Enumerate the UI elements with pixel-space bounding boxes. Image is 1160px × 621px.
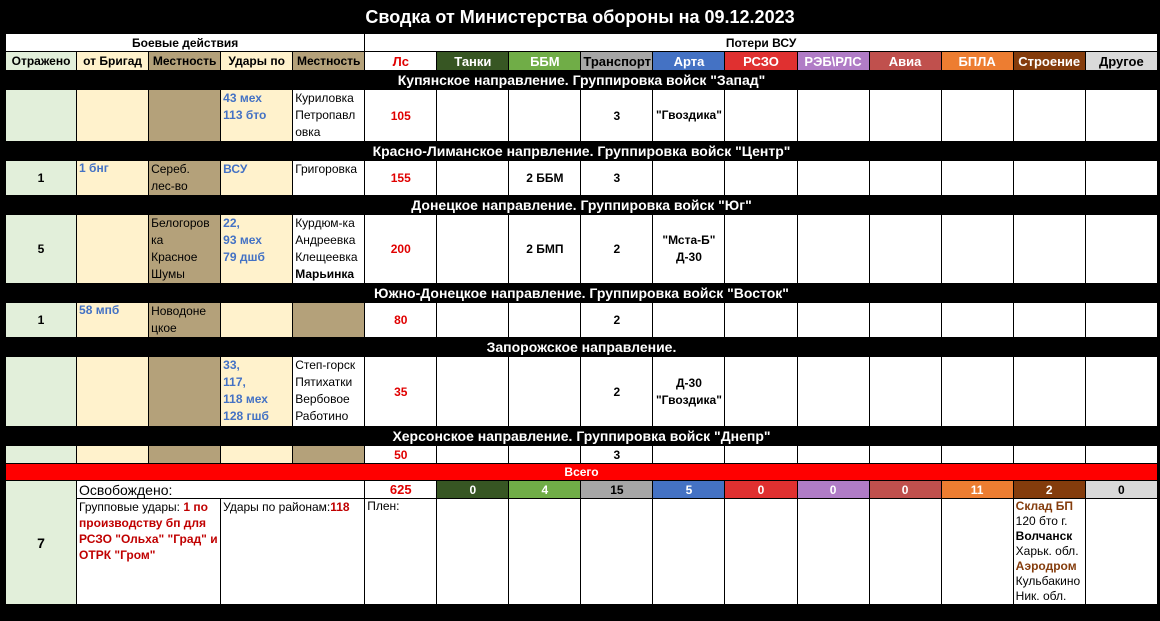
total-label: Всего <box>6 464 1158 481</box>
column-header: Отражено <box>6 52 77 71</box>
brigades-cell <box>77 357 149 427</box>
tanks-cell <box>437 303 509 338</box>
total-value: 11 <box>941 481 1013 499</box>
transport-cell: 3 <box>581 90 653 142</box>
category-header: Арта <box>653 52 725 71</box>
cell-line: Петропавл <box>295 108 356 122</box>
arta-cell <box>653 161 725 196</box>
transport-cell: 2 <box>581 215 653 284</box>
bbm-cell <box>509 90 581 142</box>
empty-cell <box>1013 215 1085 284</box>
building-line: Харьк. обл. <box>1015 544 1079 558</box>
total-value: 625 <box>365 481 437 499</box>
strikes-cell <box>221 357 293 427</box>
ls-cell: 50 <box>365 446 437 464</box>
empty-cell <box>941 215 1013 284</box>
arta-cell <box>653 215 725 284</box>
empty-cell <box>1085 499 1157 605</box>
group-strikes-count: 1 <box>183 500 191 514</box>
direction-row <box>6 446 1158 464</box>
cell-line: Клещеевка <box>295 250 358 264</box>
strike-terrain-cell <box>293 446 365 464</box>
total-value: 0 <box>869 481 941 499</box>
total-value: 0 <box>797 481 869 499</box>
captured-label: Плен: <box>365 499 437 605</box>
repelled-cell <box>6 446 77 464</box>
terrain-cell <box>149 161 221 196</box>
strikes-cell <box>221 215 293 284</box>
empty-cell <box>797 303 869 338</box>
total-value: 0 <box>725 481 797 499</box>
tanks-cell <box>437 215 509 284</box>
empty-cell <box>725 215 797 284</box>
terrain-cell <box>149 215 221 284</box>
ls-cell: 200 <box>365 215 437 284</box>
buildings-cell <box>1013 499 1085 605</box>
empty-cell <box>941 303 1013 338</box>
cell-line: "Гвоздика" <box>655 108 722 122</box>
bbm-cell <box>509 446 581 464</box>
bbm-cell: 2 ББМ <box>509 161 581 196</box>
total-value: 2 <box>1013 481 1085 499</box>
empty-cell <box>725 357 797 427</box>
direction-title: Херсонское направление. Группировка войск "Днепр" <box>6 427 1158 446</box>
empty-cell <box>1085 90 1157 142</box>
category-header: БПЛА <box>941 52 1013 71</box>
total-repelled: 7 <box>6 481 77 605</box>
cell-line: 79 дшб <box>223 250 265 264</box>
terrain-cell <box>149 357 221 427</box>
empty-cell <box>509 499 581 605</box>
empty-cell <box>797 357 869 427</box>
transport-cell: 3 <box>581 161 653 196</box>
arta-cell <box>653 446 725 464</box>
total-value: 15 <box>581 481 653 499</box>
strikes-cell <box>221 303 293 338</box>
building-line: Кульбакино <box>1015 574 1081 588</box>
empty-cell <box>1085 357 1157 427</box>
page-title: Сводка от Министерства обороны на 09.12.2023 <box>365 7 795 27</box>
building-line: 120 бто г. <box>1015 514 1068 528</box>
cell-line: Курдюм-ка <box>295 216 355 230</box>
cell-line: цкое <box>151 321 177 335</box>
column-header: Местность <box>293 52 365 71</box>
region-strikes-count: 118 <box>330 500 350 514</box>
brigades-cell: 1 бнг <box>77 161 149 196</box>
cell-line: ВСУ <box>223 162 248 176</box>
transport-cell: 3 <box>581 446 653 464</box>
cell-line: 113 бто <box>223 108 267 122</box>
empty-cell <box>797 215 869 284</box>
brigades-cell <box>77 446 149 464</box>
empty-cell <box>869 215 941 284</box>
cell-line: Григоровка <box>295 162 358 176</box>
direction-title: Запорожское направление. <box>6 338 1158 357</box>
terrain-cell <box>149 90 221 142</box>
strikes-cell <box>221 161 293 196</box>
group-strikes-text: по производству бп для РСЗО "Ольха" "Град" и ОТРК "Гром" <box>79 500 218 562</box>
strike-terrain-cell <box>293 90 365 142</box>
ls-cell: 155 <box>365 161 437 196</box>
direction-row <box>6 161 1158 196</box>
category-header: Лс <box>365 52 437 71</box>
strike-terrain-cell <box>293 161 365 196</box>
repelled-cell <box>6 90 77 142</box>
cell-line: 117, <box>223 375 246 389</box>
empty-cell <box>797 90 869 142</box>
cell-line: Андреевка <box>295 233 356 247</box>
empty-cell <box>869 161 941 196</box>
tanks-cell <box>437 161 509 196</box>
empty-cell <box>653 499 725 605</box>
terrain-cell <box>149 446 221 464</box>
total-value: 5 <box>653 481 725 499</box>
direction-row <box>6 303 1158 338</box>
repelled-cell <box>6 357 77 427</box>
group-strikes-label: Групповые удары: <box>79 500 184 514</box>
empty-cell <box>1085 446 1157 464</box>
arta-cell <box>653 90 725 142</box>
strikes-cell <box>221 446 293 464</box>
building-line: Аэродром <box>1015 559 1077 573</box>
empty-cell <box>941 499 1013 605</box>
total-value: 0 <box>437 481 509 499</box>
cell-line: 43 мех <box>223 91 262 105</box>
empty-cell <box>1013 161 1085 196</box>
column-header: от Бригад <box>77 52 149 71</box>
empty-cell <box>1013 90 1085 142</box>
empty-cell <box>725 446 797 464</box>
building-line: Ник. обл. <box>1015 589 1067 603</box>
category-header: Авиа <box>869 52 941 71</box>
empty-cell <box>941 357 1013 427</box>
cell-line: Сереб. <box>151 162 190 176</box>
empty-cell <box>1085 215 1157 284</box>
empty-cell <box>797 161 869 196</box>
cell-line: Куриловка <box>295 91 354 105</box>
cell-line: 33, <box>223 358 240 372</box>
empty-cell <box>941 161 1013 196</box>
cell-line: Д-30 <box>675 250 702 264</box>
empty-cell <box>1013 303 1085 338</box>
ls-cell: 80 <box>365 303 437 338</box>
direction-row <box>6 215 1158 284</box>
category-header: Транспорт <box>581 52 653 71</box>
empty-cell <box>725 303 797 338</box>
cell-line: Пятихатки <box>295 375 353 389</box>
bbm-cell <box>509 303 581 338</box>
empty-cell <box>869 357 941 427</box>
ls-cell: 35 <box>365 357 437 427</box>
cell-line: 118 мех <box>223 392 268 406</box>
summary-table <box>5 33 1158 605</box>
empty-cell <box>797 446 869 464</box>
empty-cell <box>869 303 941 338</box>
category-header: ББМ <box>509 52 581 71</box>
brigades-cell: 58 мпб <box>77 303 149 338</box>
tanks-cell <box>437 446 509 464</box>
ls-cell: 105 <box>365 90 437 142</box>
cell-line: "Мста-Б" <box>662 233 716 247</box>
liberated-label: Освобождено: <box>77 481 365 499</box>
cell-line: овка <box>295 125 321 139</box>
arta-cell <box>653 357 725 427</box>
empty-cell <box>797 499 869 605</box>
cell-line: Вербовое <box>295 392 350 406</box>
empty-cell <box>1013 446 1085 464</box>
empty-cell <box>1085 161 1157 196</box>
cell-line: ка <box>151 233 164 247</box>
brigades-cell <box>77 90 149 142</box>
cell-line: Новодоне <box>151 304 207 318</box>
category-header: РСЗО <box>725 52 797 71</box>
losses-header: Потери ВСУ <box>365 34 1158 52</box>
cell-line: Красное <box>151 250 198 264</box>
cell-line: Марьинка <box>295 267 355 281</box>
strike-terrain-cell <box>293 215 365 284</box>
empty-cell <box>1013 357 1085 427</box>
building-line: Волчанск <box>1015 529 1073 543</box>
strike-terrain-cell <box>293 303 365 338</box>
strike-terrain-cell <box>293 357 365 427</box>
cell-line: Д-30 <box>675 375 702 390</box>
empty-cell <box>869 90 941 142</box>
empty-cell <box>869 446 941 464</box>
empty-cell <box>941 446 1013 464</box>
column-header: Местность <box>149 52 221 71</box>
building-line: Склад БП <box>1015 499 1073 513</box>
group-strikes-cell <box>77 499 221 605</box>
repelled-cell: 5 <box>6 215 77 284</box>
category-header: Строение <box>1013 52 1085 71</box>
empty-cell <box>869 499 941 605</box>
category-header: Танки <box>437 52 509 71</box>
cell-line: Работино <box>295 409 349 423</box>
direction-title: Купянское направление. Группировка войск "Запад" <box>6 71 1158 90</box>
category-header: Другое <box>1085 52 1157 71</box>
empty-cell <box>725 161 797 196</box>
arta-cell <box>653 303 725 338</box>
cell-line: 22, <box>223 216 240 230</box>
repelled-cell: 1 <box>6 161 77 196</box>
region-strikes-cell <box>221 499 365 605</box>
bbm-cell: 2 БМП <box>509 215 581 284</box>
cell-line: лес-во <box>151 179 188 193</box>
cell-line: Белогоров <box>151 216 210 230</box>
cell-line: 93 мех <box>223 233 262 247</box>
transport-cell: 2 <box>581 303 653 338</box>
cell-line: Степ-горск <box>295 358 356 372</box>
combat-header: Боевые действия <box>6 34 365 52</box>
column-header: Удары по <box>221 52 293 71</box>
empty-cell <box>725 90 797 142</box>
tanks-cell <box>437 90 509 142</box>
empty-cell <box>581 499 653 605</box>
empty-cell <box>437 499 509 605</box>
empty-cell <box>1085 303 1157 338</box>
cell-line: Шумы <box>151 267 185 281</box>
empty-cell <box>725 499 797 605</box>
terrain-cell <box>149 303 221 338</box>
strikes-cell <box>221 90 293 142</box>
direction-title: Красно-Лиманское напрвление. Группировка войск "Центр" <box>6 142 1158 161</box>
direction-row <box>6 90 1158 142</box>
bbm-cell <box>509 357 581 427</box>
repelled-cell: 1 <box>6 303 77 338</box>
empty-cell <box>941 90 1013 142</box>
transport-cell: 2 <box>581 357 653 427</box>
total-value: 0 <box>1085 481 1157 499</box>
direction-row <box>6 357 1158 427</box>
direction-title: Южно-Донецкое направление. Группировка войск "Восток" <box>6 284 1158 303</box>
direction-title: Донецкое направление. Группировка войск "Юг" <box>6 196 1158 215</box>
cell-line: 128 гшб <box>223 409 269 423</box>
total-value: 4 <box>509 481 581 499</box>
category-header: РЭБ\РЛС <box>797 52 869 71</box>
cell-line: "Гвоздика" <box>655 392 722 407</box>
tanks-cell <box>437 357 509 427</box>
brigades-cell <box>77 215 149 284</box>
region-strikes-label: Удары по районам: <box>223 500 331 514</box>
